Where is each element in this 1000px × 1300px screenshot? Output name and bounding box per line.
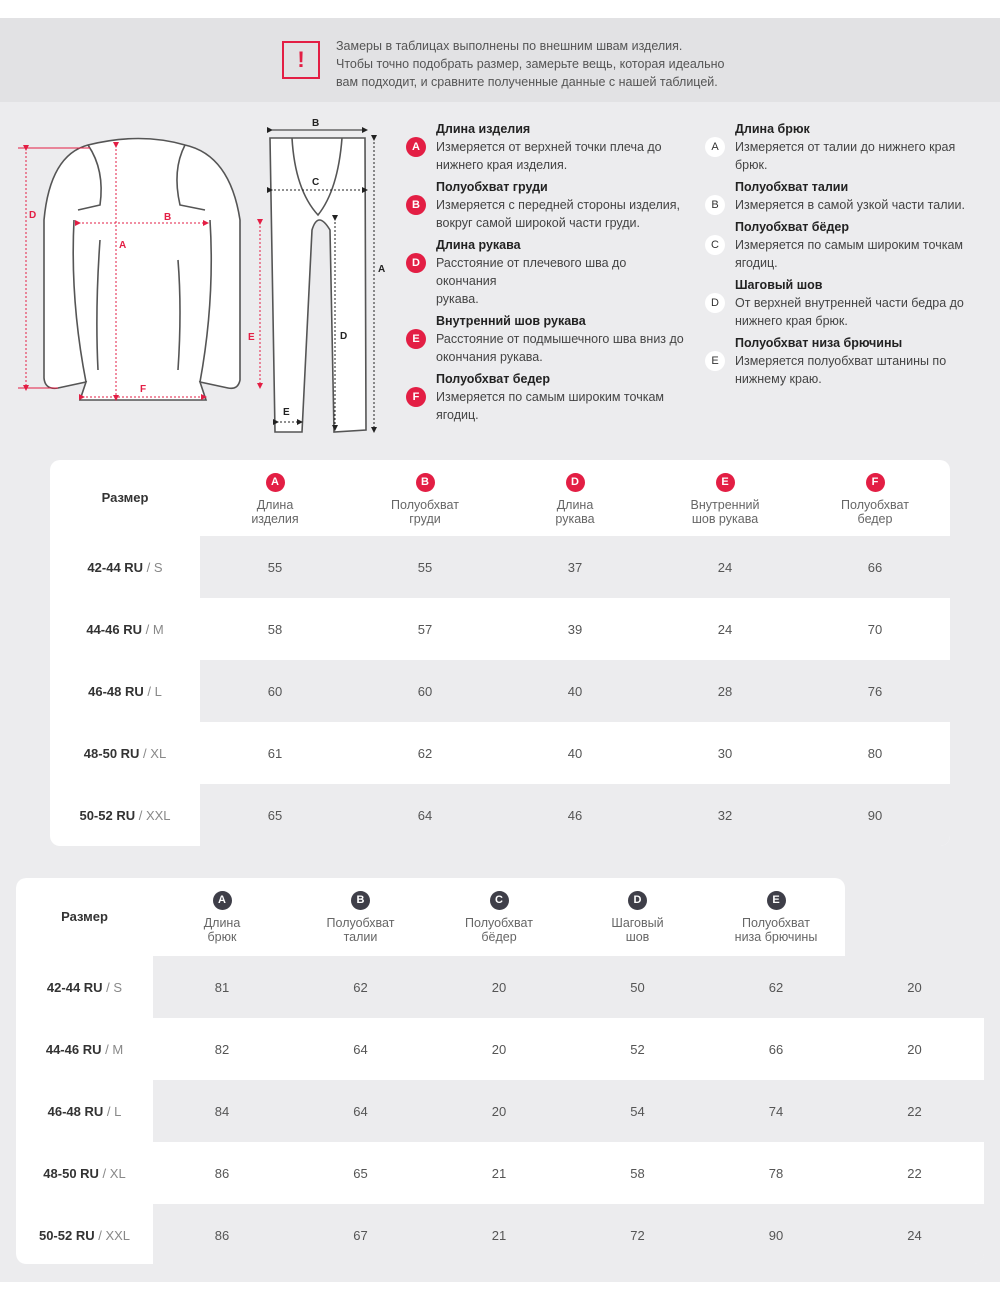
legend-title: Полуобхват груди [436, 180, 548, 194]
size-label: 48-50 RU [83, 745, 140, 761]
legend-title: Длина брюк [735, 122, 810, 136]
table-row [16, 956, 984, 1018]
value-cell: 24 [650, 598, 800, 660]
value-cell: 86 [153, 1204, 291, 1264]
value-cell: 82 [153, 1018, 291, 1080]
size-label: 46-48 RU [88, 683, 144, 699]
legend-top [406, 120, 686, 428]
size-suffix: / S [143, 559, 163, 575]
value-cell: 60 [350, 660, 500, 722]
column-header [291, 878, 430, 956]
value-cell: 86 [153, 1142, 291, 1204]
size-cell [16, 1142, 153, 1204]
bottom-label-d: D [340, 331, 348, 342]
value-cell: 90 [800, 784, 950, 846]
badge-b-icon: B [705, 195, 725, 215]
value-cell: 64 [350, 784, 500, 846]
legend-title: Длина изделия [436, 122, 531, 136]
value-cell: 52 [568, 1018, 707, 1080]
legend-title: Длина рукава [436, 238, 521, 252]
value-cell: 40 [500, 660, 650, 722]
table-row [50, 536, 950, 598]
legend-item [705, 178, 985, 214]
legend-desc: Измеряется с передней стороны изделия, [436, 198, 680, 212]
notice-line: Замеры в таблицах выполнены по внешним швам изделия. [336, 39, 683, 53]
column-label: Полуобхват [465, 916, 533, 930]
size-header: Размер [101, 490, 149, 505]
top-size-table [50, 460, 950, 846]
value-cell: 21 [430, 1204, 568, 1264]
badge-a-icon: A [266, 473, 285, 492]
legend-desc: От верхней внутренней части бедра до [735, 296, 964, 310]
badge-a-icon: A [406, 137, 426, 157]
column-label: Полуобхват [326, 916, 395, 930]
size-cell [16, 1080, 153, 1142]
value-cell: 81 [153, 956, 291, 1018]
value-cell: 32 [650, 784, 800, 846]
size-suffix: / M [101, 1041, 124, 1057]
value-cell: 54 [568, 1080, 707, 1142]
legend-title: Полуобхват бёдер [735, 220, 849, 234]
badge-d-icon: D [705, 293, 725, 313]
value-cell: 62 [350, 722, 500, 784]
column-label: низа брючины [734, 930, 818, 944]
value-cell: 66 [707, 1018, 845, 1080]
size-label: 44-46 RU [45, 1041, 102, 1057]
size-suffix: / S [102, 979, 123, 995]
size-cell [50, 598, 200, 660]
value-cell: 64 [291, 1080, 430, 1142]
size-cell [16, 956, 153, 1018]
legend-item [406, 178, 686, 232]
size-suffix: / L [103, 1103, 122, 1119]
size-label: 50-52 RU [38, 1227, 95, 1243]
legend-desc: Измеряется от талии до нижнего края [735, 140, 956, 154]
legend-desc: Измеряется в самой узкой части талии. [735, 198, 965, 212]
value-cell: 62 [291, 956, 430, 1018]
badge-e-icon: E [705, 351, 725, 371]
badge-d-icon: D [406, 253, 426, 273]
table-row [16, 1142, 984, 1204]
column-label: Полуобхват [742, 916, 810, 930]
column-header [153, 878, 291, 956]
bottom-label-c: C [312, 177, 320, 188]
value-cell: 46 [500, 784, 650, 846]
size-suffix: / L [143, 683, 162, 699]
column-label: бёдер [481, 930, 517, 944]
value-cell: 67 [291, 1204, 430, 1264]
size-label: 46-48 RU [47, 1103, 104, 1119]
value-cell: 58 [200, 598, 350, 660]
legend-desc: Расстояние от подмышечного шва вниз до [436, 332, 684, 346]
value-cell: 65 [291, 1142, 430, 1204]
legend-desc: Измеряется от верхней точки плеча до [436, 140, 662, 154]
value-cell: 20 [845, 956, 984, 1018]
legend-desc: нижнего края изделия. [436, 158, 568, 172]
size-cell [50, 536, 200, 598]
size-label: 50-52 RU [79, 807, 136, 823]
value-cell: 55 [200, 536, 350, 598]
size-label: 44-46 RU [86, 621, 142, 637]
badge-f-icon: F [406, 387, 426, 407]
top-label-b: B [164, 212, 172, 223]
legend-item [406, 120, 686, 174]
bottom-label-e: E [283, 407, 290, 418]
legend-desc: Измеряется по самым широким точкам [735, 238, 963, 252]
notice-line: вам подходит, и сравните полученные данные с нашей таблицей. [336, 75, 718, 89]
top-label-d: D [29, 210, 37, 221]
notice-line: Чтобы точно подобрать размер, замерьте вещь, которая идеально [336, 57, 725, 71]
value-cell: 84 [153, 1080, 291, 1142]
legend-item [705, 218, 985, 272]
top-label-f: F [140, 384, 147, 395]
top-garment-icon [44, 139, 240, 401]
table-row [50, 784, 950, 846]
badge-e-icon: E [716, 473, 735, 492]
value-cell: 20 [430, 1080, 568, 1142]
legend-desc: нижнего края брюк. [735, 314, 848, 328]
value-cell: 24 [845, 1204, 984, 1264]
bottom-label-a: A [378, 264, 386, 275]
value-cell: 80 [800, 722, 950, 784]
value-cell: 20 [430, 1018, 568, 1080]
value-cell: 28 [650, 660, 800, 722]
top-label-e: E [248, 332, 255, 343]
size-label: 42-44 RU [87, 559, 144, 575]
value-cell: 57 [350, 598, 500, 660]
legend-desc: окончания рукава. [436, 350, 543, 364]
legend-item [406, 312, 686, 366]
badge-d-icon: D [628, 891, 647, 910]
column-label: талии [343, 930, 378, 944]
legend-bottom [705, 120, 985, 392]
column-header [200, 460, 350, 536]
column-label: Длина [203, 916, 241, 930]
size-cell [50, 784, 200, 846]
value-cell: 70 [800, 598, 950, 660]
badge-b-icon: B [406, 195, 426, 215]
column-label: Длина [256, 498, 294, 512]
legend-item [705, 120, 985, 174]
table-row [50, 722, 950, 784]
value-cell: 90 [707, 1204, 845, 1264]
legend-title: Полуобхват низа брючины [735, 336, 903, 350]
size-suffix: / XL [139, 745, 167, 761]
legend-desc: Измеряется по самым широким точкам [436, 390, 664, 404]
value-cell: 55 [350, 536, 500, 598]
warning-icon: ! [282, 41, 320, 79]
badge-a-icon: A [213, 891, 232, 910]
column-header [430, 878, 568, 956]
legend-desc: Расстояние от плечевого шва до окончания [436, 256, 627, 288]
column-label: шов рукава [691, 512, 759, 526]
value-cell: 76 [800, 660, 950, 722]
size-suffix: / M [141, 621, 164, 637]
value-cell: 62 [707, 956, 845, 1018]
legend-desc: нижнему краю. [735, 372, 822, 386]
value-cell: 37 [500, 536, 650, 598]
column-header [500, 460, 650, 536]
badge-b-icon: B [351, 891, 370, 910]
size-suffix: / XXL [135, 807, 171, 823]
value-cell: 20 [430, 956, 568, 1018]
table-header-row [16, 878, 984, 956]
legend-title: Полуобхват бедер [436, 372, 550, 386]
size-cell [50, 722, 200, 784]
value-cell: 22 [845, 1142, 984, 1204]
size-label: 42-44 RU [46, 979, 103, 995]
column-label: брюк [207, 930, 237, 944]
bottom-label-b: B [312, 118, 320, 129]
value-cell: 61 [200, 722, 350, 784]
empty-header [845, 878, 984, 956]
legend-desc: вокруг самой широкой части груди. [436, 216, 640, 230]
column-label: груди [409, 512, 441, 526]
value-cell: 30 [650, 722, 800, 784]
legend-title: Внутренний шов рукава [436, 314, 586, 328]
value-cell: 60 [200, 660, 350, 722]
size-suffix: / XXL [94, 1227, 131, 1243]
badge-c-icon: C [705, 235, 725, 255]
column-label: Длина [556, 498, 594, 512]
table-row [16, 1018, 984, 1080]
column-header [707, 878, 845, 956]
column-label: бедер [857, 512, 893, 526]
value-cell: 72 [568, 1204, 707, 1264]
table-header-row [50, 460, 950, 536]
value-cell: 66 [800, 536, 950, 598]
top-label-a: A [119, 240, 127, 251]
garment-diagram [0, 110, 400, 440]
legend-desc: рукава. [436, 292, 479, 306]
value-cell: 22 [845, 1080, 984, 1142]
legend-item [705, 334, 985, 388]
badge-d-icon: D [566, 473, 585, 492]
legend-item [406, 236, 686, 308]
column-header [568, 878, 707, 956]
column-label: изделия [251, 512, 299, 526]
badge-f-icon: F [866, 473, 885, 492]
badge-e-icon: E [406, 329, 426, 349]
value-cell: 20 [845, 1018, 984, 1080]
value-cell: 24 [650, 536, 800, 598]
column-label: Шаговый [611, 916, 664, 930]
size-cell [50, 660, 200, 722]
badge-b-icon: B [416, 473, 435, 492]
column-header [650, 460, 800, 536]
value-cell: 21 [430, 1142, 568, 1204]
table-row [16, 1080, 984, 1142]
legend-item [406, 370, 686, 424]
size-cell [16, 1204, 153, 1264]
column-label: Внутренний [690, 498, 760, 512]
value-cell: 64 [291, 1018, 430, 1080]
table-row [16, 1204, 984, 1264]
value-cell: 50 [568, 956, 707, 1018]
column-label: Полуобхват [841, 498, 909, 512]
legend-desc: ягодиц. [735, 256, 778, 270]
legend-item [705, 276, 985, 330]
value-cell: 39 [500, 598, 650, 660]
table-row [50, 598, 950, 660]
bottom-size-table [16, 878, 984, 1264]
column-label: рукава [555, 512, 595, 526]
column-label: шов [625, 930, 650, 944]
badge-a-icon: A [705, 137, 725, 157]
size-cell [16, 1018, 153, 1080]
column-header [350, 460, 500, 536]
notice-text [336, 37, 756, 91]
legend-desc: ягодиц. [436, 408, 479, 422]
badge-c-icon: C [490, 891, 509, 910]
value-cell: 58 [568, 1142, 707, 1204]
value-cell: 65 [200, 784, 350, 846]
size-header: Размер [61, 909, 108, 924]
legend-title: Шаговый шов [735, 278, 823, 292]
column-label: Полуобхват [391, 498, 459, 512]
legend-desc: Измеряется полуобхват штанины по [735, 354, 947, 368]
legend-title: Полуобхват талии [735, 180, 849, 194]
size-suffix: / XL [98, 1165, 126, 1181]
value-cell: 74 [707, 1080, 845, 1142]
legend-desc: брюк. [735, 158, 768, 172]
badge-e-icon: E [767, 891, 786, 910]
size-label: 48-50 RU [43, 1165, 99, 1181]
table-row [50, 660, 950, 722]
value-cell: 78 [707, 1142, 845, 1204]
column-header [800, 460, 950, 536]
value-cell: 40 [500, 722, 650, 784]
